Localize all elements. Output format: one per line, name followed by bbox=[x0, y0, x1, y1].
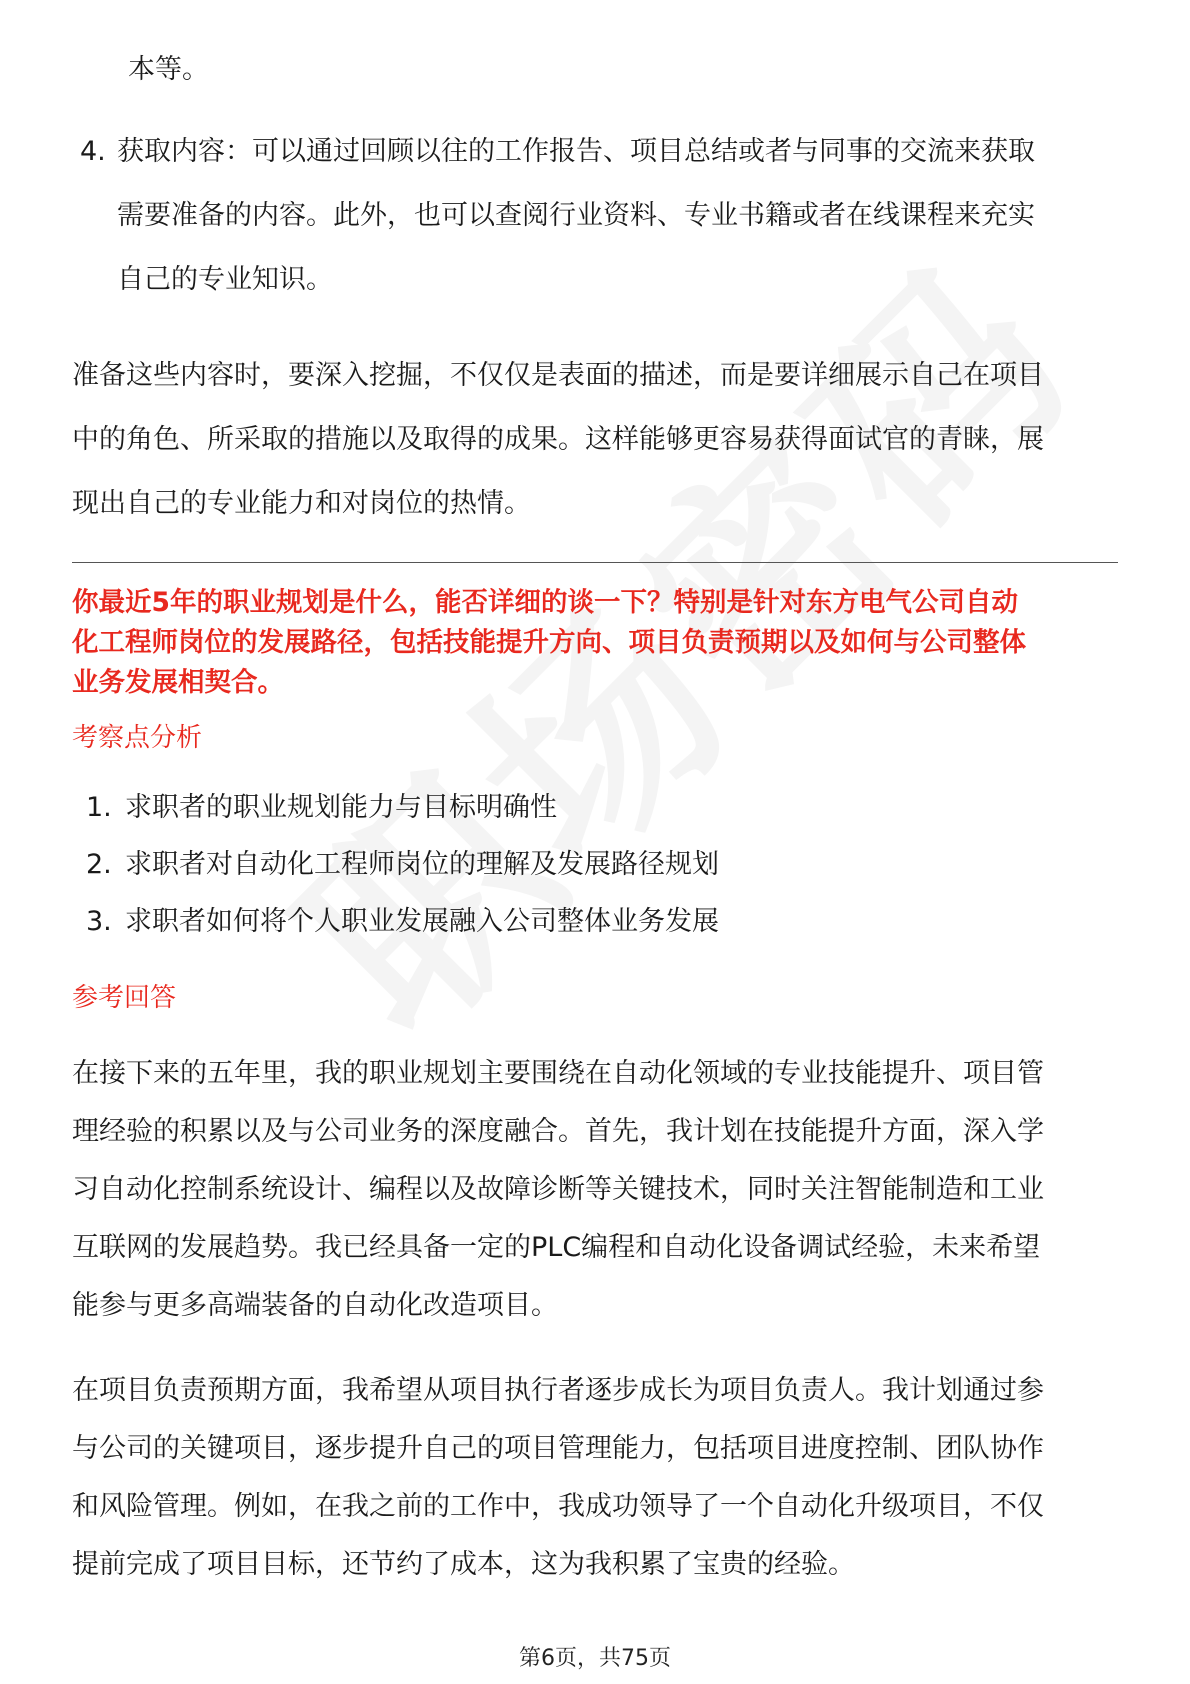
question-line: 业务发展相契合。 bbox=[72, 667, 284, 698]
answer-paragraph-line: 在项目负责预期方面，我希望从项目执行者逐步成长为项目负责人。我计划通过参 bbox=[72, 1375, 1044, 1406]
paragraph-line: 现出自己的专业能力和对岗位的热情。 bbox=[72, 488, 531, 519]
list-item-line: 需要准备的内容。此外，也可以查阅行业资料、专业书籍或者在线课程来充实 bbox=[117, 200, 1035, 231]
analysis-item-text: 求职者的职业规划能力与目标明确性 bbox=[125, 792, 557, 823]
analysis-item-number: 3. bbox=[86, 906, 112, 937]
section-divider bbox=[72, 562, 1118, 563]
page-number-footer: 第6页，共75页 bbox=[519, 1646, 671, 1671]
list-item-number: 4. bbox=[80, 136, 106, 167]
previous-item-tail: 本等。 bbox=[128, 54, 209, 85]
analysis-item-text: 求职者对自动化工程师岗位的理解及发展路径规划 bbox=[125, 849, 719, 880]
analysis-heading: 考察点分析 bbox=[72, 723, 203, 753]
answer-paragraph-line: 在接下来的五年里，我的职业规划主要围绕在自动化领域的专业技能提升、项目管 bbox=[72, 1058, 1044, 1089]
answer-paragraph-line: 与公司的关键项目，逐步提升自己的项目管理能力，包括项目进度控制、团队协作 bbox=[72, 1433, 1044, 1464]
answer-paragraph-line: 提前完成了项目目标，还节约了成本，这为我积累了宝贵的经验。 bbox=[72, 1549, 855, 1580]
answer-paragraph-line: 互联网的发展趋势。我已经具备一定的PLC编程和自动化设备调试经验，未来希望 bbox=[72, 1232, 1041, 1263]
list-item-line: 自己的专业知识。 bbox=[117, 264, 333, 295]
answer-paragraph-line: 理经验的积累以及与公司业务的深度融合。首先，我计划在技能提升方面，深入学 bbox=[72, 1116, 1044, 1147]
question-line: 你最近5年的职业规划是什么，能否详细的谈一下？特别是针对东方电气公司自动 bbox=[72, 587, 1018, 618]
analysis-item-number: 2. bbox=[86, 849, 112, 880]
answer-paragraph-line: 习自动化控制系统设计、编程以及故障诊断等关键技术，同时关注智能制造和工业 bbox=[72, 1174, 1044, 1205]
question-line: 化工程师岗位的发展路径，包括技能提升方向、项目负责预期以及如何与公司整体 bbox=[72, 627, 1026, 658]
answer-heading: 参考回答 bbox=[72, 983, 177, 1013]
answer-paragraph-line: 能参与更多高端装备的自动化改造项目。 bbox=[72, 1290, 558, 1321]
paragraph-line: 中的角色、所采取的措施以及取得的成果。这样能够更容易获得面试官的青睐，展 bbox=[72, 424, 1044, 455]
analysis-item-text: 求职者如何将个人职业发展融入公司整体业务发展 bbox=[125, 906, 719, 937]
answer-paragraph-line: 和风险管理。例如，在我之前的工作中，我成功领导了一个自动化升级项目，不仅 bbox=[72, 1491, 1044, 1522]
list-item-line: 获取内容：可以通过回顾以往的工作报告、项目总结或者与同事的交流来获取 bbox=[117, 136, 1035, 167]
analysis-item-number: 1. bbox=[86, 792, 112, 823]
paragraph-line: 准备这些内容时，要深入挖掘，不仅仅是表面的描述，而是要详细展示自己在项目 bbox=[72, 360, 1044, 391]
